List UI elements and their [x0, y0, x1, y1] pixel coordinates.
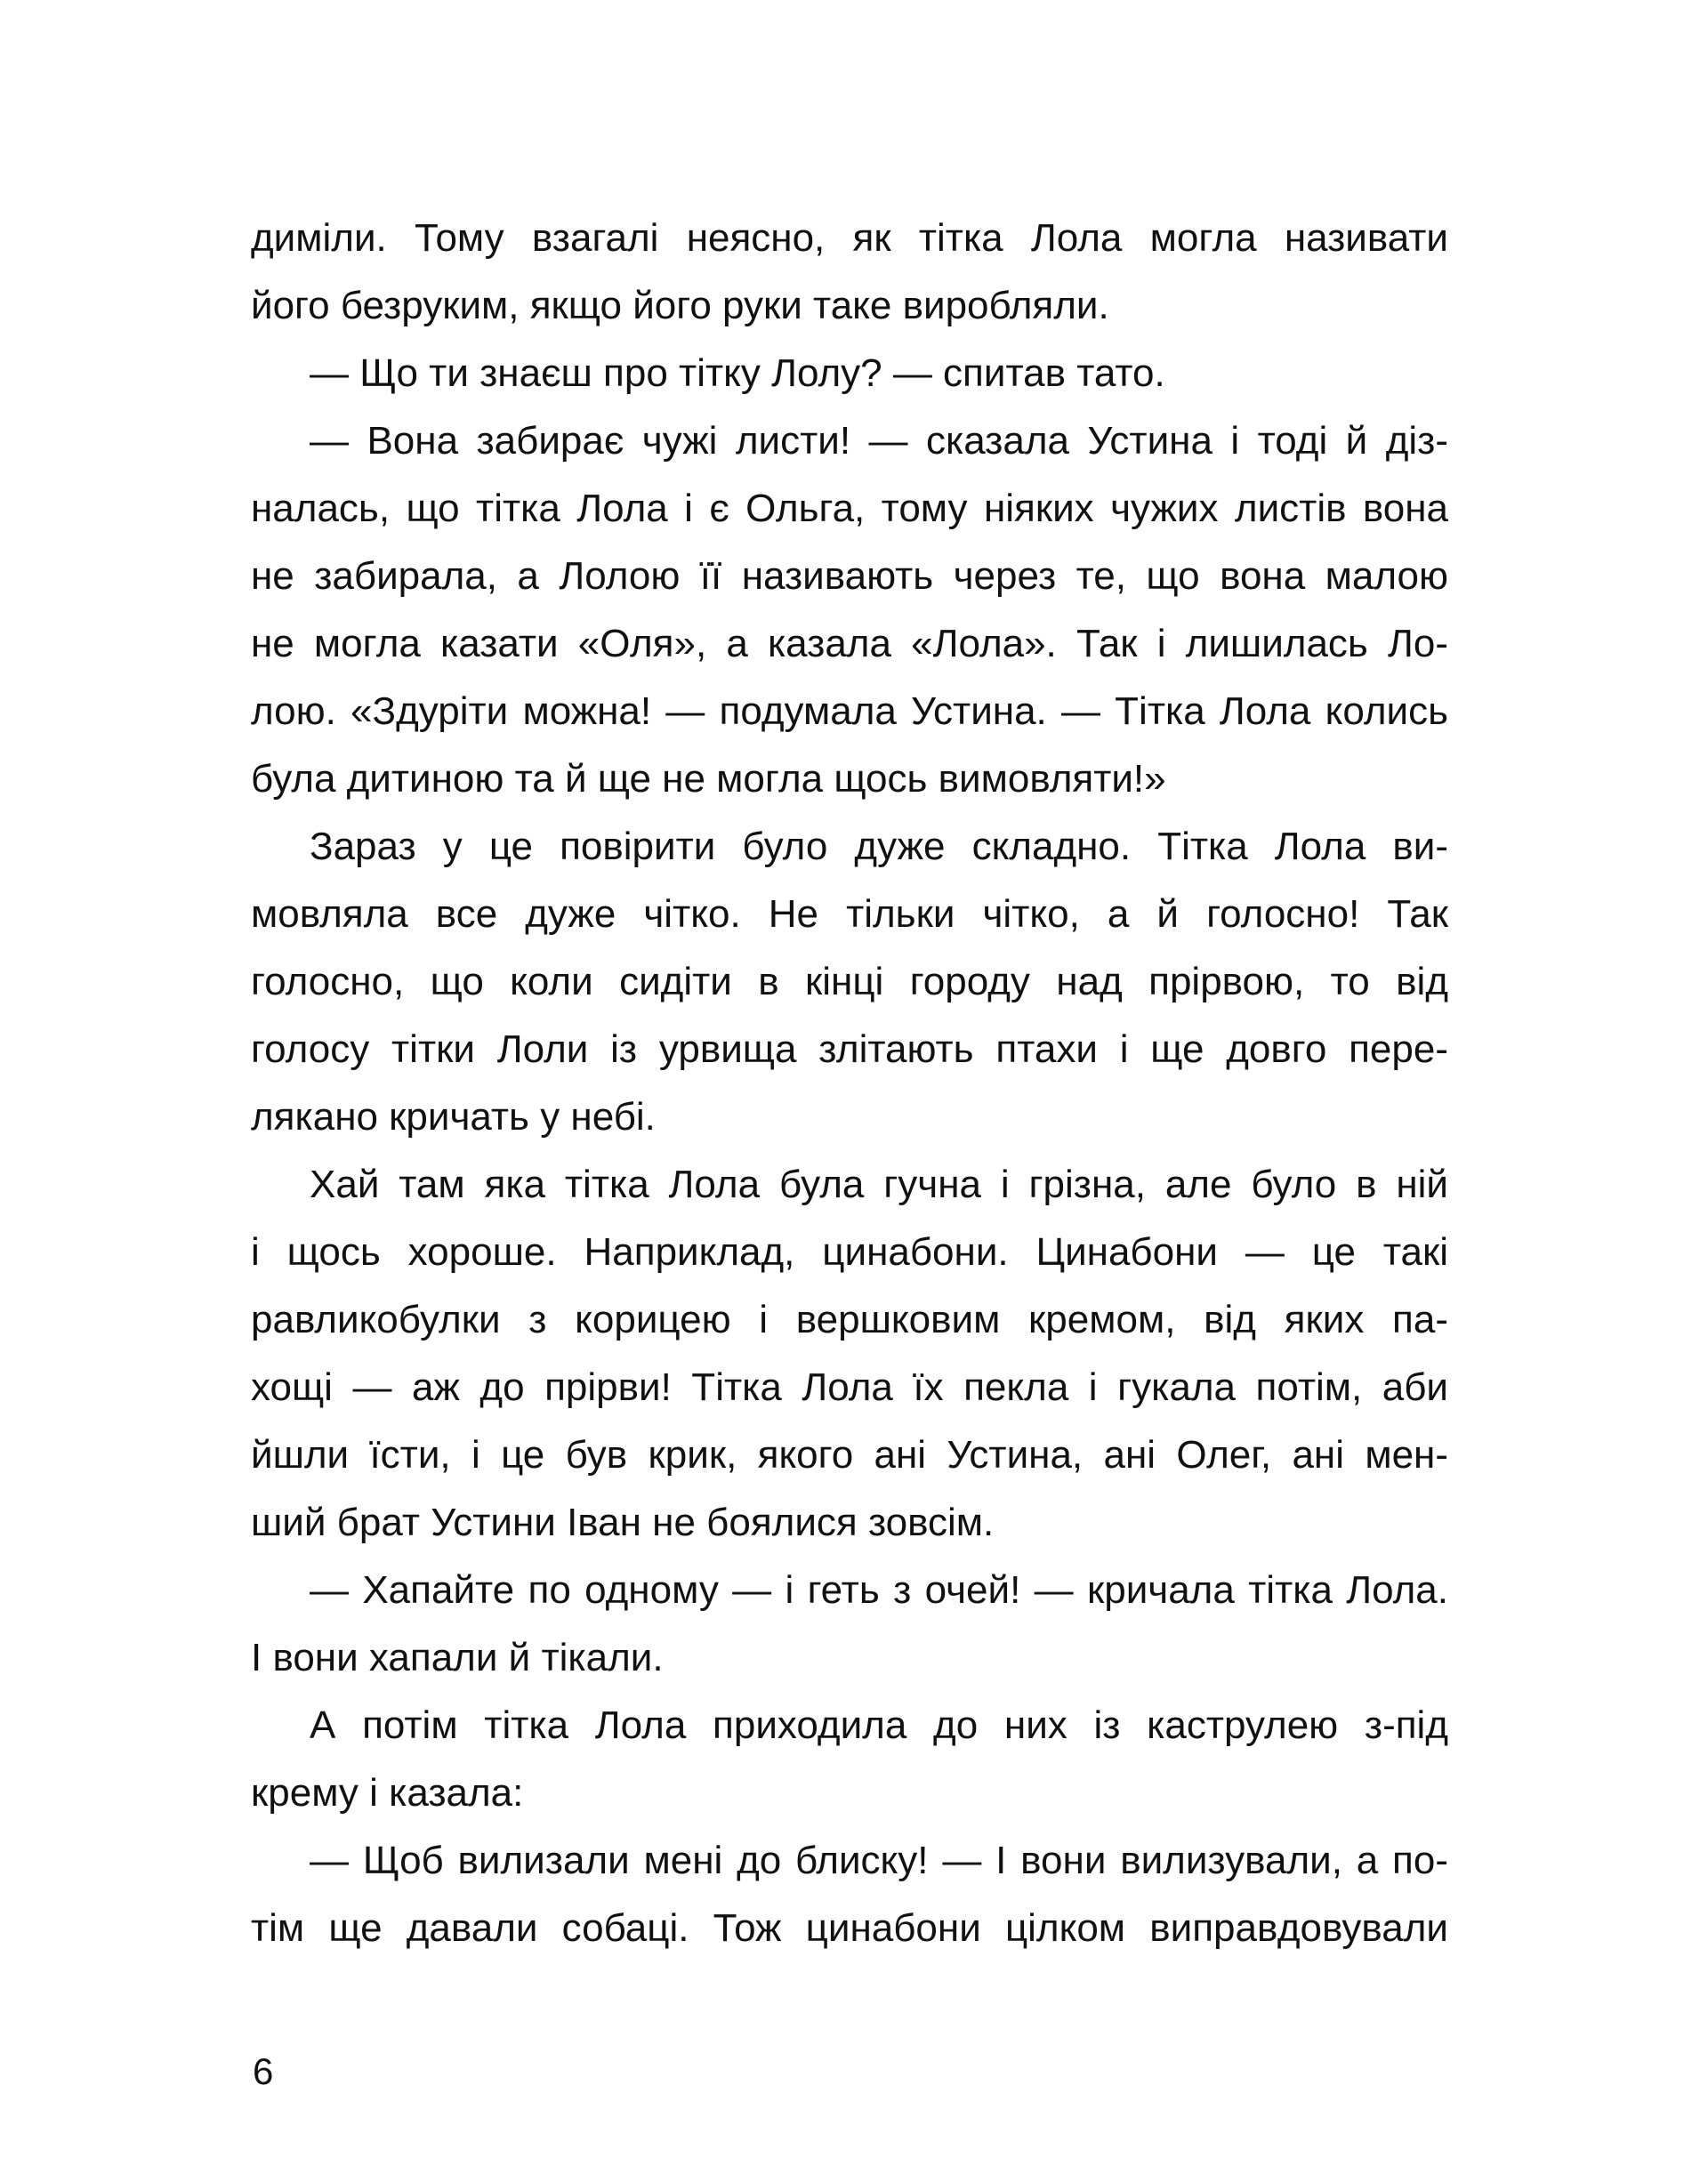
text-line: лою. «Здуріти можна! — подумала Устина. — Тітка Лола колись [251, 689, 1448, 733]
text-line: голосно, що коли сидіти в кінці городу над прірвою, то від [251, 960, 1448, 1003]
text-line: голосу тітки Лоли із урвища злітають птахи і ще довго пере- [251, 1027, 1448, 1071]
text-line: Хай там яка тітка Лола була гучна і грізна, але було в ній [310, 1163, 1448, 1206]
text-line: лякано кричать у небі. [251, 1095, 656, 1139]
text-line: — Що ти знаєш про тітку Лолу? — спитав тато. [310, 351, 1165, 395]
text-line: ший брат Устини Іван не боялися зовсім. [251, 1501, 995, 1544]
text-line: хощі — аж до прірви! Тітка Лола їх пекла і гукала потім, аби [251, 1365, 1448, 1409]
text-line: Зараз у це повірити було дуже складно. Тітка Лола ви- [310, 825, 1448, 868]
text-line: равликобулки з корицею і вершковим кремом, від яких па- [251, 1298, 1448, 1341]
page-number: 6 [253, 2050, 274, 2092]
text-line: була дитиною та й ще не могла щось вимовляти!» [251, 757, 1166, 801]
text-line: крему і казала: [251, 1771, 524, 1815]
text-line: йшли їсти, і це був крик, якого ані Устина, ані Олег, ані мен- [251, 1433, 1448, 1477]
text-line: — Вона забирає чужі листи! — сказала Устина і тоді й діз- [310, 419, 1448, 463]
text-line: — Хапайте по одному — і геть з очей! — кричала тітка Лола. [310, 1568, 1448, 1612]
text-line: І вони хапали й тікали. [251, 1636, 664, 1679]
text-line: налась, що тітка Лола і є Ольга, тому ніяких чужих листів вона [251, 487, 1448, 530]
text-line: і щось хороше. Наприклад, цинабони. Цинабони — це такі [251, 1230, 1448, 1274]
text-line: диміли. Тому взагалі неясно, як тітка Лола могла називати [251, 216, 1448, 260]
page-text [251, 205, 1448, 1962]
text-line: А потім тітка Лола приходила до них із каструлею з-під [310, 1703, 1448, 1747]
text-line: не могла казати «Оля», а казала «Лола». Так і лишилась Ло- [251, 622, 1448, 665]
text-line: мовляла все дуже чітко. Не тільки чітко, а й голосно! Так [251, 892, 1448, 936]
text-line: тім ще давали собаці. Тож цинабони цілком виправдовували [251, 1906, 1448, 1950]
text-line: не забирала, а Лолою її називають через те, що вона малою [251, 554, 1448, 598]
text-line: його безруким, якщо його руки таке виробляли. [251, 284, 1109, 327]
text-line: — Щоб вилизали мені до блиску! — І вони вилизували, а по- [310, 1839, 1448, 1882]
